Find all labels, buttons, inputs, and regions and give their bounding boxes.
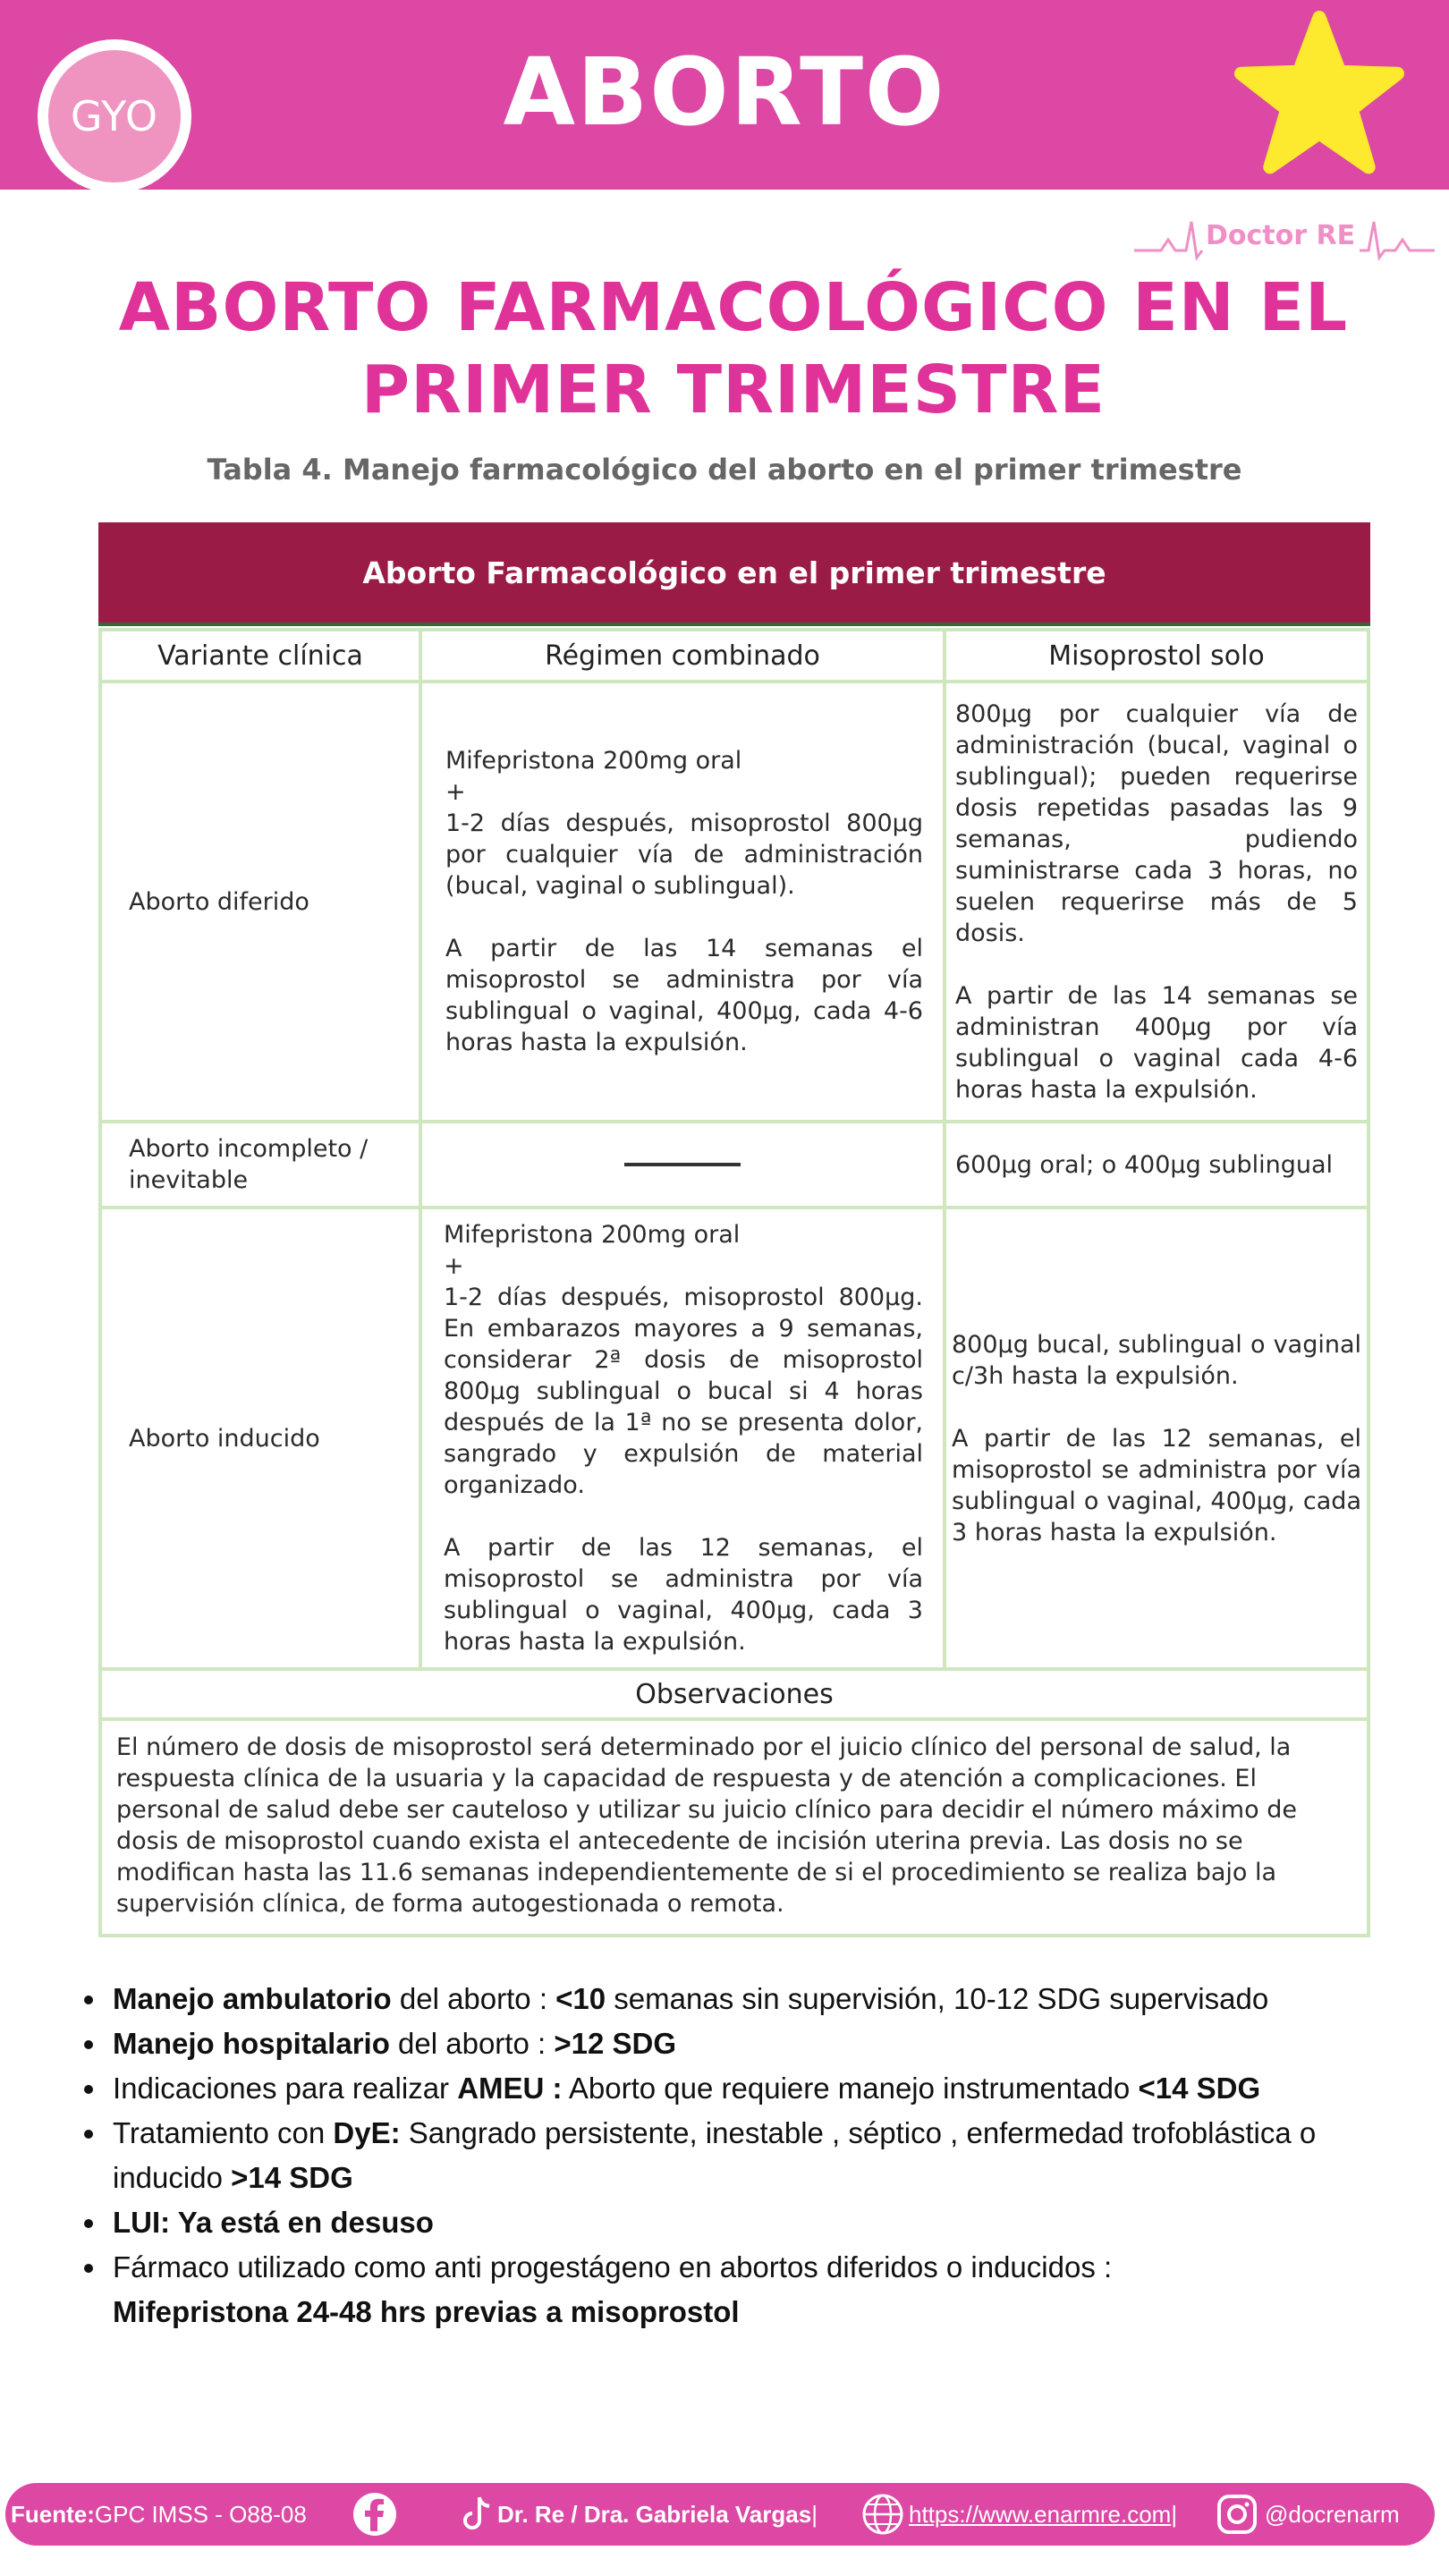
page-title: ABORTO FARMACOLÓGICO EN EL PRIMER TRIMESTRE	[118, 269, 1349, 428]
footer-handle[interactable]: @docrenarm	[1265, 2500, 1400, 2528]
column-header: Misoprostol solo	[943, 628, 1370, 683]
table-cell-miso: 600µg oral; o 400µg sublingual	[943, 1120, 1370, 1209]
column-header: Régimen combinado	[419, 628, 946, 683]
footer-source: Fuente: GPC IMSS - O88-08	[11, 2500, 307, 2528]
list-item: LUI: Ya está en desuso	[79, 2200, 1402, 2245]
observations-text: El número de dosis de misoprostol será determinado por el juicio clínico del personal de salud, la respuesta clínica de la usuaria y la capacidad de respuesta y de atención a complicaciones. El personal de salud debe ser cauteloso y utilizar su juicio clínico para decidir el número máximo de dosis de misoprostol cuando exista el antecedente de incisión uterina previa. Las dosis no se modifican hasta las 11.6 semanas independientemente de si el procedimiento se realiza bajo la supervisión clínica, de forma autogestionada o remota.	[98, 1717, 1370, 1937]
list-item: Manejo ambulatorio del aborto : <10 semanas sin supervisión, 10-12 SDG supervisado	[79, 1977, 1402, 2021]
table-cell-variant: Aborto diferido	[98, 680, 422, 1123]
header-title: ABORTO	[503, 38, 946, 147]
footer-authors: Dr. Re / Dra. Gabriela Vargas |	[497, 2500, 818, 2528]
list-item: Indicaciones para realizar AMEU : Aborto que requiere manejo instrumentado <14 SDG	[79, 2066, 1402, 2111]
globe-icon	[860, 2492, 905, 2537]
table-cell-combined: Mifepristona 200mg oral + 1-2 días después, misoprostol 800µg. En embarazos mayores a 9 semanas, considerar 2ª dosis de misoprostol 800µg sublingual o bucal si 4 horas después de la 1ª no se presenta dolor, sangrado y expulsión de material organizado. A partir de las 12 semanas, el misoprostol se administra por vía sublingual o vaginal, 400µg, cada 3 horas hasta la expulsión.	[419, 1206, 946, 1671]
observations-title: Observaciones	[98, 1667, 1370, 1721]
list-item: Tratamiento con DyE: Sangrado persistente, inestable , séptico , enfermedad trofoblástica o inducido >14 SDG	[79, 2111, 1402, 2200]
column-header: Variante clínica	[98, 628, 422, 683]
table-cell-miso: 800µg bucal, sublingual o vaginal c/3h hasta la expulsión. A partir de las 12 semanas, el misoprostol se administra por vía sublingual o vaginal, 400µg, cada 3 horas hasta la expulsión.	[943, 1206, 1370, 1671]
badge-label: GYO	[48, 50, 181, 182]
table-caption: Tabla 4. Manejo farmacológico del aborto en el primer trimestre	[207, 453, 1242, 487]
key-points-list	[79, 1977, 1402, 2334]
list-item: Fármaco utilizado como anti progestágeno en abortos diferidos o inducidos : Mifepristona 24-48 hrs previas a misoprostol	[79, 2245, 1402, 2334]
tiktok-icon[interactable]	[454, 2492, 499, 2537]
list-item: Manejo hospitalario del aborto : >12 SDG	[79, 2021, 1402, 2066]
dosing-table	[98, 522, 1370, 1937]
instagram-icon[interactable]	[1215, 2492, 1259, 2537]
facebook-icon[interactable]	[352, 2492, 397, 2537]
header-band	[0, 0, 1449, 190]
empty-dash	[624, 1163, 741, 1166]
table-cell-miso: 800µg por cualquier vía de administración (bucal, vaginal o sublingual); pueden requerirse dosis repetidas pasadas las 9 semanas, pudiendo suministrarse cada 3 horas, no suelen requerirse más de 5 dosis. A partir de las 14 semanas se administran 400µg por vía sublingual o vaginal cada 4-6 horas hasta la expulsión.	[943, 680, 1370, 1123]
website-link[interactable]: https://www.enarmre.com	[909, 2500, 1172, 2528]
table-cell-combined: Mifepristona 200mg oral + 1-2 días después, misoprostol 800µg por cualquier vía de administración (bucal, vaginal o sublingual). A partir de las 14 semanas el misoprostol se administra por vía sublingual o vaginal, 400µg, cada 4-6 horas hasta la expulsión.	[419, 680, 946, 1123]
table-cell-combined	[419, 1120, 946, 1209]
star-icon	[1234, 11, 1404, 181]
footer-bar	[5, 2483, 1435, 2546]
doctor-re-logo	[1134, 215, 1435, 265]
brand-text: Doctor RE	[1206, 220, 1356, 251]
table-cell-variant: Aborto incompleto / inevitable	[98, 1120, 422, 1209]
table-cell-variant: Aborto inducido	[98, 1206, 422, 1671]
footer-website: https://www.enarmre.com |	[909, 2500, 1178, 2528]
table-title: Aborto Farmacológico en el primer trimestre	[98, 522, 1370, 626]
